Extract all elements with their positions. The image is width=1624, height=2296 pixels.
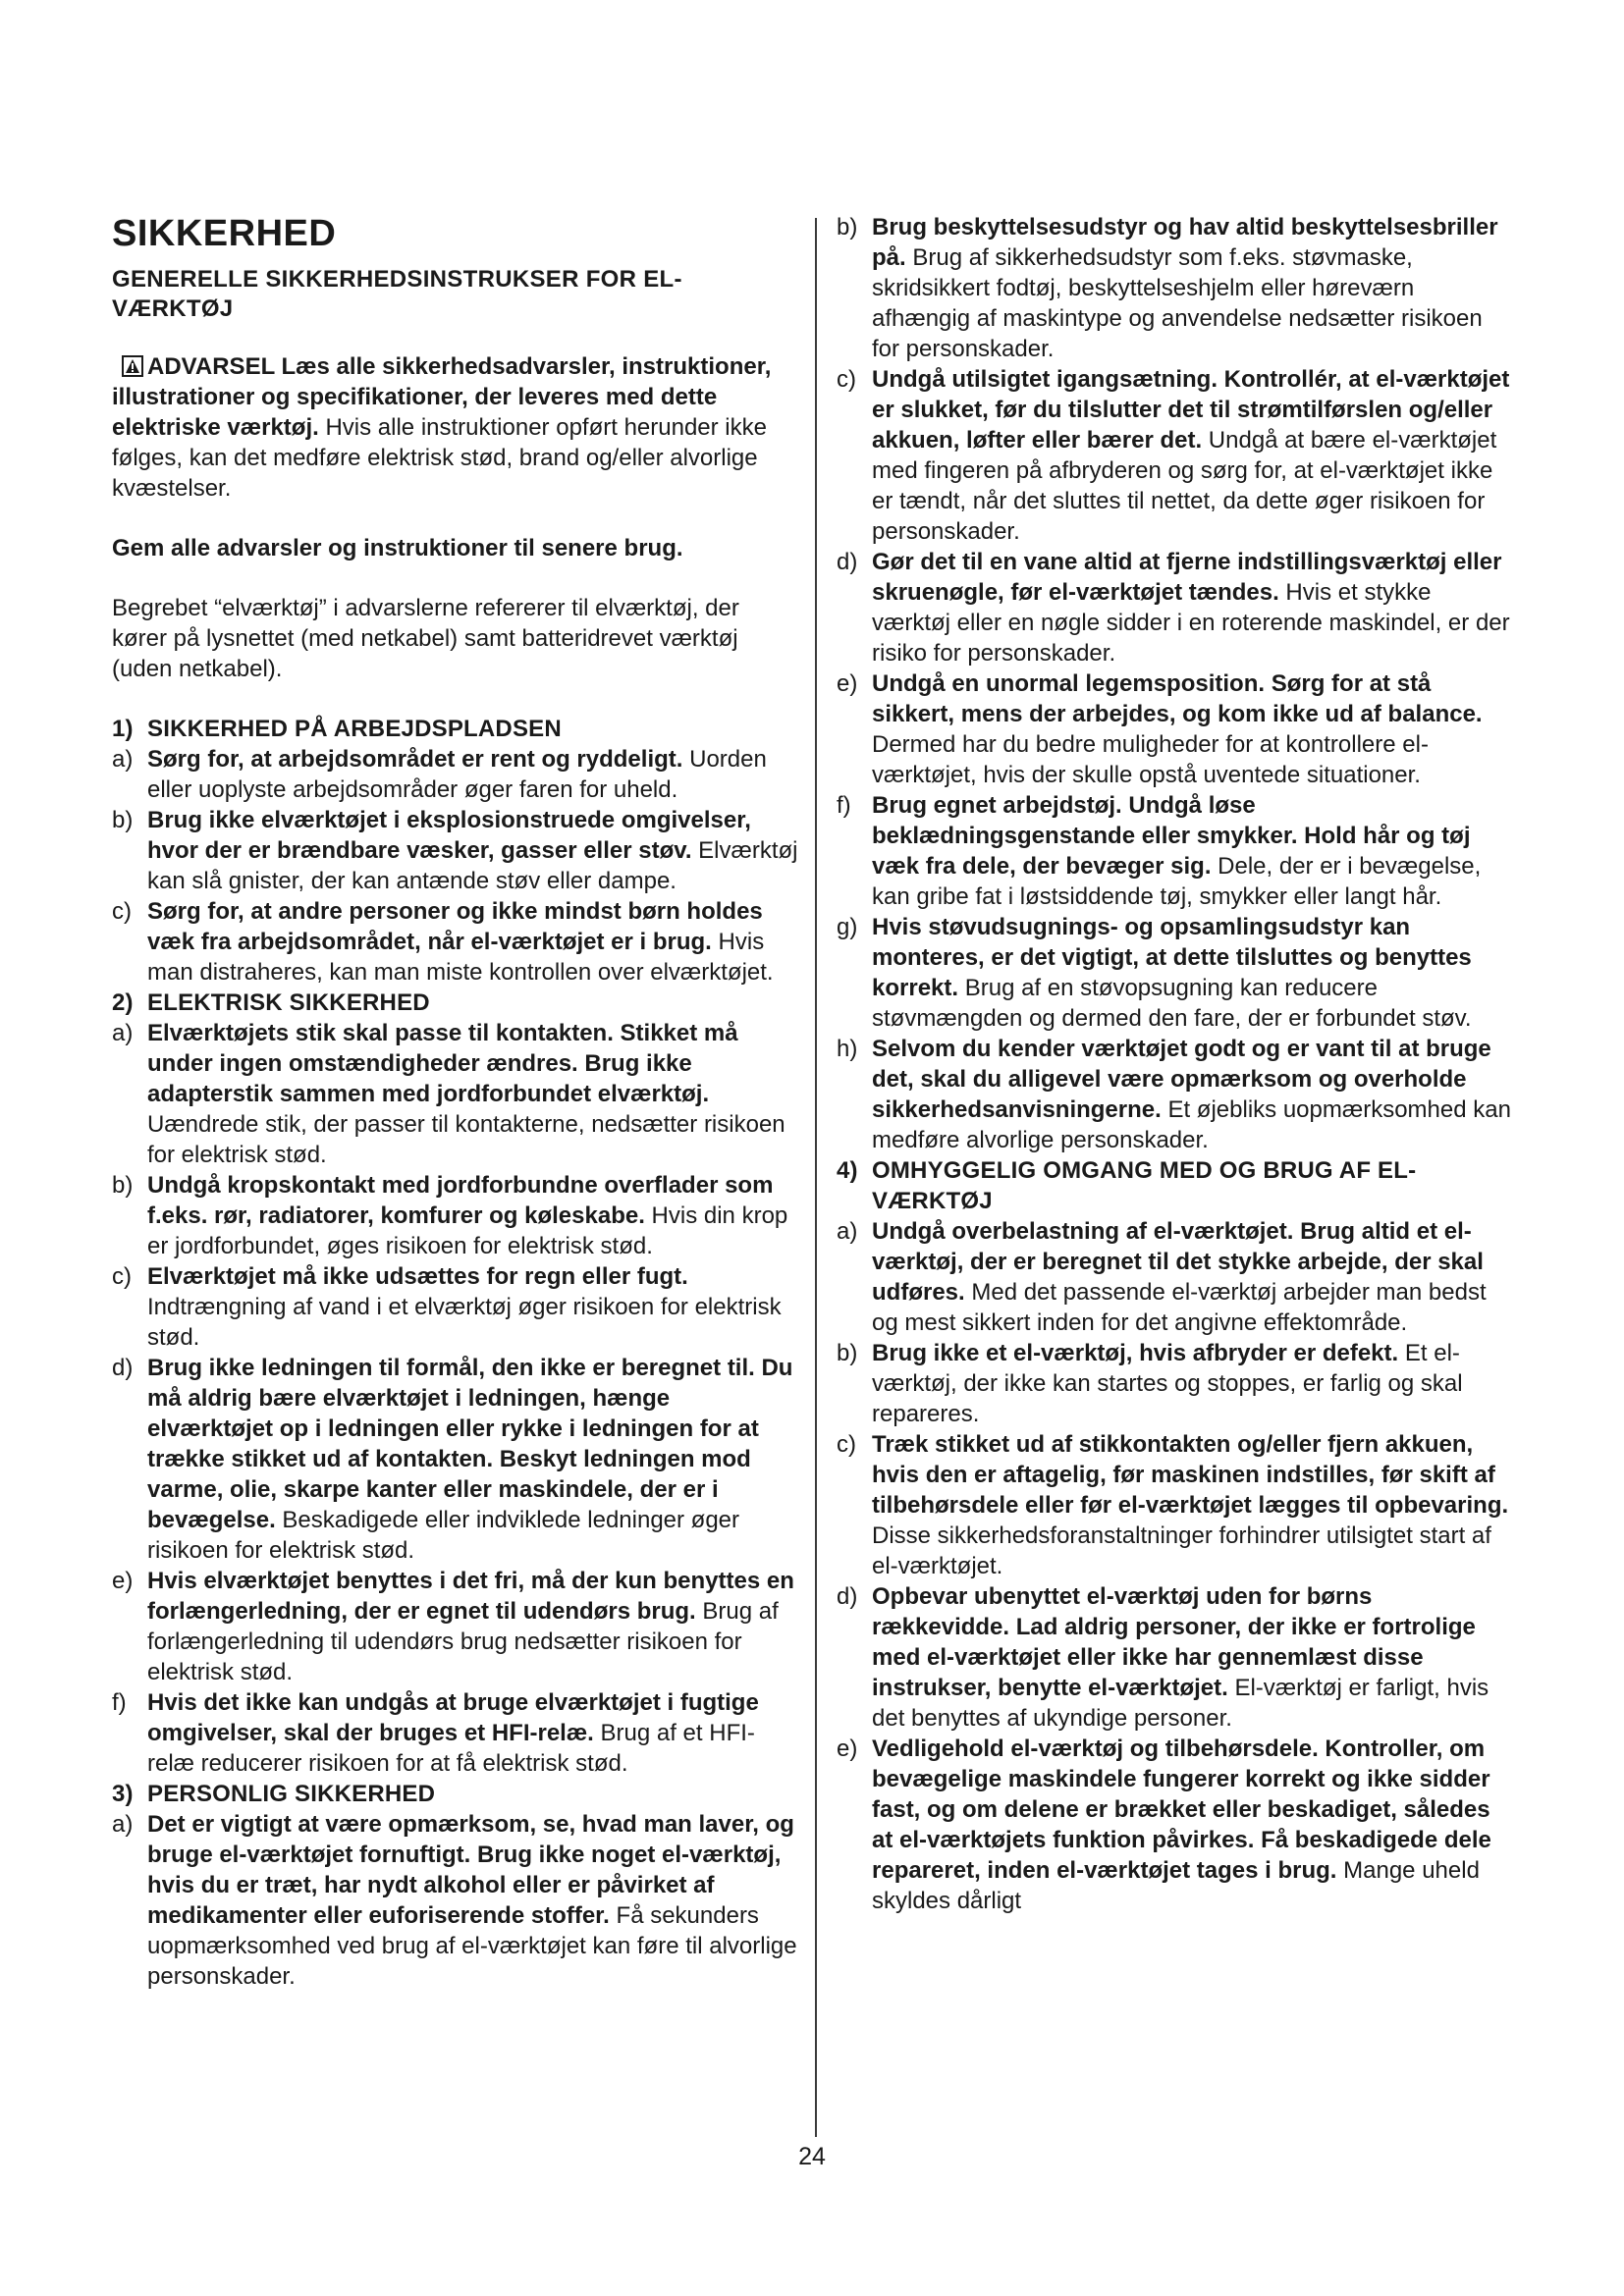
item-bold-text: Hvis støvudsugnings- og opsamlingsudstyr kan monteres, er det vigtigt, at dette tilsluttes og benyttes korrekt. bbox=[872, 914, 1472, 1001]
item-text: Hvis man distraheres, kan man miste kontrollen over elværktøjet. bbox=[147, 929, 774, 986]
item-text: Uændrede stik, der passer til kontakterne, nedsætter risikoen for elektrisk stød. bbox=[147, 1111, 785, 1168]
item-bold-text: Hvis elværktøjet benyttes i det fri, må der kun benyttes en forlængerledning, der er egnet til udendørs brug. bbox=[147, 1568, 794, 1625]
item-text: Med det passende el-værktøj arbejder man bedst og mest sikkert inden for det angivne effektområde. bbox=[872, 1279, 1487, 1336]
item-bold-text: Brug ikke ledningen til formål, den ikke er beregnet til. Du må aldrig bære elværktøjet i ledningen, hænge elværktøjet op i ledningen eller rykke i ledningen for at trække stikket ud af kontakten. Beskyt ledningen mod varme, olie, skarpe kanter eller maskindele, der er i bevægelse. bbox=[147, 1355, 793, 1533]
warning-triangle-icon bbox=[122, 355, 143, 377]
item-text: Få sekunders uopmærksomhed ved brug af el-værktøjet kan føre til alvorlige personskader. bbox=[147, 1902, 797, 1990]
item-letter: b) bbox=[112, 807, 134, 833]
section-heading bbox=[112, 714, 799, 744]
list-item bbox=[837, 1581, 1514, 1734]
item-text: Indtrængning af vand i et elværktøj øger risikoen for elektrisk stød. bbox=[147, 1294, 782, 1351]
right-column bbox=[837, 212, 1514, 1916]
item-text: Mange uheld skyldes dårligt bbox=[872, 1857, 1480, 1914]
list-item bbox=[112, 1809, 799, 1992]
list-item bbox=[837, 1338, 1514, 1429]
item-bold-text: Brug ikke et el-værktøj, hvis afbryder er defekt. bbox=[872, 1340, 1399, 1366]
item-bold-text: Sørg for, at andre personer og ikke mindst børn holdes væk fra arbejdsområdet, når el-værktøjet er i brug. bbox=[147, 898, 763, 955]
item-letter: a) bbox=[112, 746, 134, 773]
item-bold-text: Hvis det ikke kan undgås at bruge elværktøjet i fugtige omgivelser, skal der bruges et HFI-relæ. bbox=[147, 1689, 759, 1746]
item-bold-text: Undgå en unormal legemsposition. Sørg for at stå sikkert, mens der arbejdes, og kom ikke ud af balance. bbox=[872, 670, 1483, 727]
list-item bbox=[837, 1429, 1514, 1581]
item-text: El-værktøj er farligt, hvis det benyttes af ukyndige personer. bbox=[872, 1675, 1489, 1732]
item-letter: f) bbox=[112, 1689, 127, 1716]
section-title: SIKKERHED PÅ ARBEJDSPLADSEN bbox=[147, 716, 562, 742]
item-text: Elværktøj kan slå gnister, der kan antænde støv eller dampe. bbox=[147, 837, 798, 894]
item-text: Brug af et HFI-relæ reducerer risikoen for at få elektrisk stød. bbox=[147, 1720, 755, 1777]
section-number: 4) bbox=[837, 1157, 858, 1184]
list-item bbox=[112, 805, 799, 896]
list-item bbox=[112, 1261, 799, 1353]
item-bold-text: Brug beskyttelsesudstyr og hav altid beskyttelsesbriller på. bbox=[872, 214, 1498, 271]
section-number: 3) bbox=[112, 1781, 134, 1807]
list-item bbox=[837, 547, 1514, 668]
item-letter: e) bbox=[112, 1568, 134, 1594]
page-title: SIKKERHED bbox=[112, 213, 337, 254]
item-letter: d) bbox=[837, 1583, 858, 1610]
section-1 bbox=[112, 714, 799, 988]
section-title: ELEKTRISK SIKKERHED bbox=[147, 989, 430, 1016]
list-item bbox=[837, 1034, 1514, 1155]
list-item bbox=[837, 1734, 1514, 1916]
item-letter: b) bbox=[837, 1340, 858, 1366]
item-bold-text: Gør det til en vane altid at fjerne indstillingsværktøj eller skruenøgle, før el-værktøjet tændes. bbox=[872, 549, 1502, 606]
list-item bbox=[837, 790, 1514, 912]
warning-text: Hvis alle instruktioner opført herunder ikke følges, kan det medføre elektrisk stød, brand og/eller alvorlige kvæstelser. bbox=[112, 414, 767, 502]
item-bold-text: Brug egnet arbejdstøj. Undgå løse beklædningsgenstande eller smykker. Hold hår og tøj væk fra dele, der bevæger sig. bbox=[872, 792, 1471, 880]
section-3-continued bbox=[837, 212, 1514, 1155]
item-letter: c) bbox=[837, 1431, 856, 1458]
item-letter: a) bbox=[837, 1218, 858, 1245]
item-text: Dermed har du bedre muligheder for at kontrollere el-værktøjet, hvis der skulle opstå uventede situationer. bbox=[872, 731, 1429, 788]
item-text: Brug af sikkerhedsudstyr som f.eks. støvmaske, skridsikkert fodtøj, beskyttelseshjelm eller høreværn afhængig af maskintype og anvendelse nedsætter risikoen for personskader. bbox=[872, 244, 1483, 362]
item-text: Brug af forlængerledning til udendørs brug nedsætter risikoen for elektrisk stød. bbox=[147, 1598, 779, 1685]
item-bold-text: Det er vigtigt at være opmærksom, se, hvad man laver, og bruge el-værktøjet fornuftigt. Brug ikke noget el-værktøj, hvis du er træt, har nydt alkohol eller er påvirket af medikamenter eller euforiserende stoffer. bbox=[147, 1811, 794, 1929]
item-bold-text: Undgå overbelastning af el-værktøjet. Brug altid et el-værktøj, der er beregnet til det stykke arbejde, der skal udføres. bbox=[872, 1218, 1484, 1306]
item-bold-text: Elværktøjets stik skal passe til kontakten. Stikket må under ingen omstændigheder ændres. Brug ikke adapterstik sammen med jordforbundet elværktøj. bbox=[147, 1020, 738, 1107]
list-item bbox=[837, 912, 1514, 1034]
save-notice-text: Gem alle advarsler og instruktioner til senere brug. bbox=[112, 535, 683, 561]
section-title: OMHYGGELIG OMGANG MED OG BRUG AF EL-VÆRKTØJ bbox=[872, 1157, 1417, 1214]
item-letter: c) bbox=[112, 898, 132, 925]
item-text: Dele, der er i bevægelse, kan gribe fat i løstsiddende tøj, smykker eller langt hår. bbox=[872, 853, 1482, 910]
left-column bbox=[112, 212, 799, 1992]
list-item bbox=[112, 1687, 799, 1779]
item-letter: e) bbox=[837, 1735, 858, 1762]
item-text: Hvis din krop er jordforbundet, øges risikoen for elektrisk stød. bbox=[147, 1202, 788, 1259]
item-text: Undgå at bære el-værktøjet med fingeren på afbryderen og sørg for, at el-værktøjet ikke er tændt, når det sluttes til nettet, da dette øger risikoen for personskader. bbox=[872, 427, 1497, 545]
item-bold-text: Undgå utilsigtet igangsætning. Kontrollér, at el-værktøjet er slukket, før du tilslutter det til strømtilførslen og/eller akkuen, løfter eller bærer det. bbox=[872, 366, 1510, 454]
item-bold-text: Træk stikket ud af stikkontakten og/eller fjern akkuen, hvis den er aftagelig, før maskinen indstilles, før skift af tilbehørsdele eller før el-værktøjet lægges til opbevaring. bbox=[872, 1431, 1509, 1519]
list-item bbox=[837, 668, 1514, 790]
item-text: Disse sikkerhedsforanstaltninger forhindrer utilsigtet start af el-værktøjet. bbox=[872, 1522, 1491, 1579]
item-text: Et øjebliks uopmærksomhed kan medføre alvorlige personskader. bbox=[872, 1096, 1511, 1153]
item-bold-text: Undgå kropskontakt med jordforbundne overflader som f.eks. rør, radiatorer, komfurer og køleskabe. bbox=[147, 1172, 774, 1229]
section-number: 2) bbox=[112, 989, 134, 1016]
item-bold-text: Sørg for, at arbejdsområdet er rent og ryddeligt. bbox=[147, 746, 683, 773]
section-number: 1) bbox=[112, 716, 134, 742]
section-3 bbox=[112, 1779, 799, 1992]
list-item bbox=[837, 364, 1514, 547]
section-title: PERSONLIG SIKKERHED bbox=[147, 1781, 436, 1807]
list-item bbox=[112, 1170, 799, 1261]
item-letter: g) bbox=[837, 914, 858, 940]
item-letter: c) bbox=[837, 366, 856, 393]
list-item bbox=[837, 1216, 1514, 1338]
section-2 bbox=[112, 988, 799, 1779]
item-letter: b) bbox=[837, 214, 858, 240]
definition-text: Begrebet “elværktøj” i advarslerne refererer til elværktøj, der kører på lysnettet (med netkabel) samt batteridrevet værktøj (uden netkabel). bbox=[112, 595, 739, 682]
item-letter: d) bbox=[112, 1355, 134, 1381]
section-heading bbox=[112, 988, 799, 1018]
list-item bbox=[837, 212, 1514, 364]
item-letter: e) bbox=[837, 670, 858, 697]
item-letter: d) bbox=[837, 549, 858, 575]
warning-bold-text: ADVARSEL Læs alle sikkerhedsadvarsler, instruktioner, illustrationer og specifikationer, der leveres med dette elektriske værktøj. bbox=[112, 353, 772, 441]
item-text: Uorden eller uoplyste arbejdsområder øger faren for uheld. bbox=[147, 746, 767, 803]
section-heading bbox=[837, 1155, 1514, 1216]
item-text: Beskadigede eller indviklede ledninger øger risikoen for elektrisk stød. bbox=[147, 1507, 740, 1564]
save-notice bbox=[112, 533, 799, 563]
list-item bbox=[112, 1018, 799, 1170]
item-letter: a) bbox=[112, 1811, 134, 1838]
list-item bbox=[112, 1353, 799, 1566]
item-letter: c) bbox=[112, 1263, 132, 1290]
column-divider bbox=[815, 218, 817, 2137]
item-bold-text: Vedligehold el-værktøj og tilbehørsdele. Kontroller, om bevægelige maskindele fungerer korrekt og ikke sidder fast, og om delene er brækket eller beskadiget, således at el-værktøjets funktion påvirkes. Få beskadigede dele repareret, inden el-værktøjet tages i brug. bbox=[872, 1735, 1491, 1884]
item-bold-text: Opbevar ubenyttet el-værktøj uden for børns rækkevidde. Lad aldrig personer, der ikke er fortrolige med el-værktøjet eller ikke har gennemlæst disse instrukser, benytte el-værktøjet. bbox=[872, 1583, 1476, 1701]
item-text: Brug af en støvopsugning kan reducere støvmængden og dermed den fare, der er forbundet støv. bbox=[872, 975, 1472, 1032]
section-heading bbox=[112, 1779, 799, 1809]
list-item bbox=[112, 1566, 799, 1687]
item-bold-text: Selvom du kender værktøjet godt og er vant til at bruge det, skal du alligevel være opmærksom og overholde sikkerhedsanvisningerne. bbox=[872, 1036, 1491, 1123]
section-subtitle: GENERELLE SIKKERHEDSINSTRUKSER FOR EL-VÆRKTØJ bbox=[112, 266, 682, 322]
list-item bbox=[112, 896, 799, 988]
item-letter: h) bbox=[837, 1036, 858, 1062]
item-bold-text: Elværktøjet må ikke udsættes for regn eller fugt. bbox=[147, 1263, 688, 1290]
item-text: Et el-værktøj, der ikke kan startes og stoppes, er farlig og skal repareres. bbox=[872, 1340, 1463, 1427]
list-item bbox=[112, 744, 799, 805]
item-text: Hvis et stykke værktøj eller en nøgle sidder i en roterende maskindel, er der risiko for personskader. bbox=[872, 579, 1510, 667]
item-bold-text: Brug ikke elværktøjet i eksplosionstruede omgivelser, hvor der er brændbare væsker, gasser eller støv. bbox=[147, 807, 751, 864]
item-letter: b) bbox=[112, 1172, 134, 1199]
page-number: 24 bbox=[798, 2143, 826, 2170]
section-4 bbox=[837, 1155, 1514, 1916]
item-letter: f) bbox=[837, 792, 851, 819]
item-letter: a) bbox=[112, 1020, 134, 1046]
general-warning bbox=[112, 351, 799, 504]
